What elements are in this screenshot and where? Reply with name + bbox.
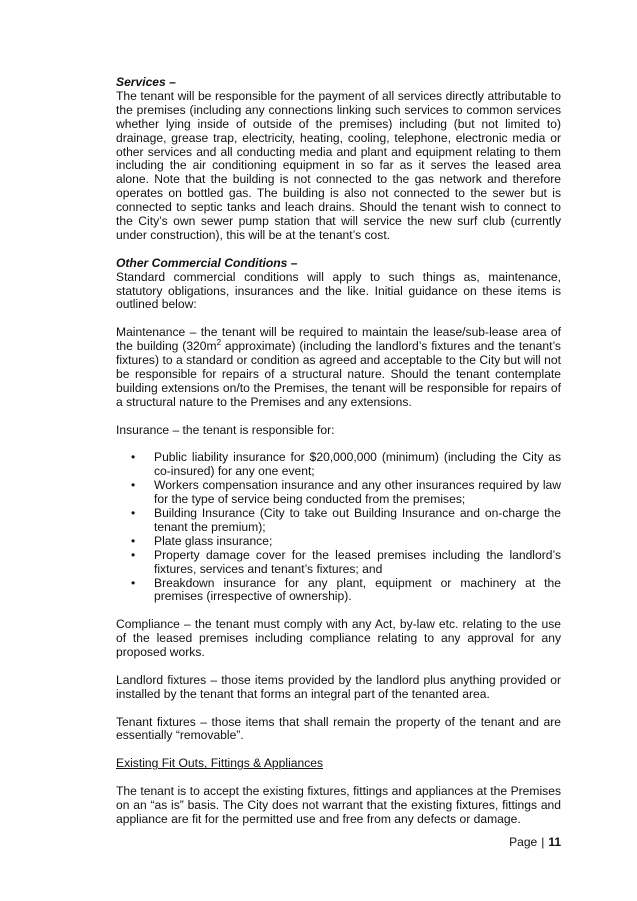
landlord-fixtures-paragraph: Landlord fixtures – those items provided by the landlord plus anything provided or installed by the tenant that forms an integral part of the tenanted area. [116, 672, 561, 701]
spacer [116, 771, 561, 785]
spacer [116, 243, 561, 257]
fit-outs-paragraph: The tenant is to accept the existing fixtures, fittings and appliances at the Premises on an “as is” basis. The City does not warrant that the existing fixtures, fittings and appliance are fit for the permitted use and free from any defects or damage. [116, 784, 561, 826]
spacer [116, 660, 561, 674]
list-item [116, 451, 561, 479]
tenant-fixtures-paragraph: Tenant fixtures – those items that shall remain the property of the tenant and are essentially “removable”. [116, 714, 561, 743]
bullet-icon: • [131, 450, 136, 465]
spacer [116, 702, 561, 716]
spacer [116, 312, 561, 326]
page-separator: | [541, 835, 545, 849]
fit-outs-heading: Existing Fit Outs, Fittings & Appliances [116, 756, 324, 771]
bullet-icon: • [131, 478, 136, 493]
list-item-text: Plate glass insurance; [154, 533, 273, 548]
list-item-text: Property damage cover for the leased premises including the landlord’s fixtures, services and tenant’s fixtures; and [154, 547, 561, 576]
maintenance-superscript: 2 [216, 338, 222, 348]
compliance-paragraph: Compliance – the tenant must comply with any Act, by-law etc. relating to the use of the leased premises including compliance relating to any approval for any proposed works. [116, 617, 561, 660]
services-paragraph: The tenant will be responsible for the payment of all services directly attributable to the premises (including any connections linking such services to common services whether lying inside of outside of the premises) including (but not limited to) drainage, grease trap, electricity, heating, cooling, telephone, electronic media or other services and all conducting media and plant and equipment relating to them including the air conditioning equipment in so far as it serves the leased area alone. Note that the building is not connected to the gas network and therefore operates on bottled gas. The building is also not connected to the sewer but is connected to septic tanks and leach drains. Should the tenant wish to connect to the City’s own sewer pump station that will service the new surf club (currently under construction), this will be at the tenant’s cost. [116, 88, 561, 242]
list-item [116, 479, 561, 507]
services-heading: Services – [116, 75, 176, 89]
document-page [116, 76, 561, 827]
list-item-text: Breakdown insurance for any plant, equipment or machinery at the premises (irrespective of ownership). [154, 575, 561, 604]
other-conditions-heading: Other Commercial Conditions – [116, 255, 298, 270]
bullet-icon: • [131, 506, 136, 521]
page-footer [481, 835, 561, 849]
other-conditions-paragraph: Standard commercial conditions will apply to such things as, maintenance, statutory obligations, insurances and the like. Initial guidance on these items is outlined below: [116, 269, 561, 312]
list-item [116, 535, 561, 549]
spacer [116, 604, 561, 618]
bullet-icon: • [131, 547, 136, 562]
list-item-text: Building Insurance (City to take out Building Insurance and on-charge the tenant the premium); [154, 506, 561, 534]
spacer [116, 743, 561, 757]
list-item [116, 549, 561, 577]
list-item-text: Workers compensation insurance and any other insurances required by law for the type of service being conducted from the premises; [154, 478, 561, 507]
page-number: 11 [548, 835, 561, 849]
insurance-intro: Insurance – the tenant is responsible for: [116, 422, 335, 437]
maintenance-text-before: Maintenance – the tenant will be required to maintain the lease/sub-lease area of the building (320m [116, 325, 561, 354]
list-item-text: Public liability insurance for $20,000,000 (minimum) (including the City as co-insured) for any one event; [154, 450, 561, 479]
maintenance-paragraph [116, 326, 561, 409]
list-item [116, 577, 561, 605]
spacer [116, 410, 561, 424]
maintenance-text-after: approximate) (including the landlord’s fixtures and the tenant’s fixtures) to a standard or condition as agreed and acceptable to the City but will not be responsible for repairs of a structural nature. Should the tenant contemplate building extensions on/to the Premises, the tenant will be responsible for repairs of a structural nature to the Premises and any extensions. [116, 339, 561, 409]
list-item [116, 507, 561, 535]
bullet-icon: • [131, 575, 136, 590]
spacer [116, 438, 561, 452]
page-label: Page [509, 835, 538, 849]
bullet-icon: • [131, 533, 136, 548]
insurance-list [116, 451, 561, 604]
